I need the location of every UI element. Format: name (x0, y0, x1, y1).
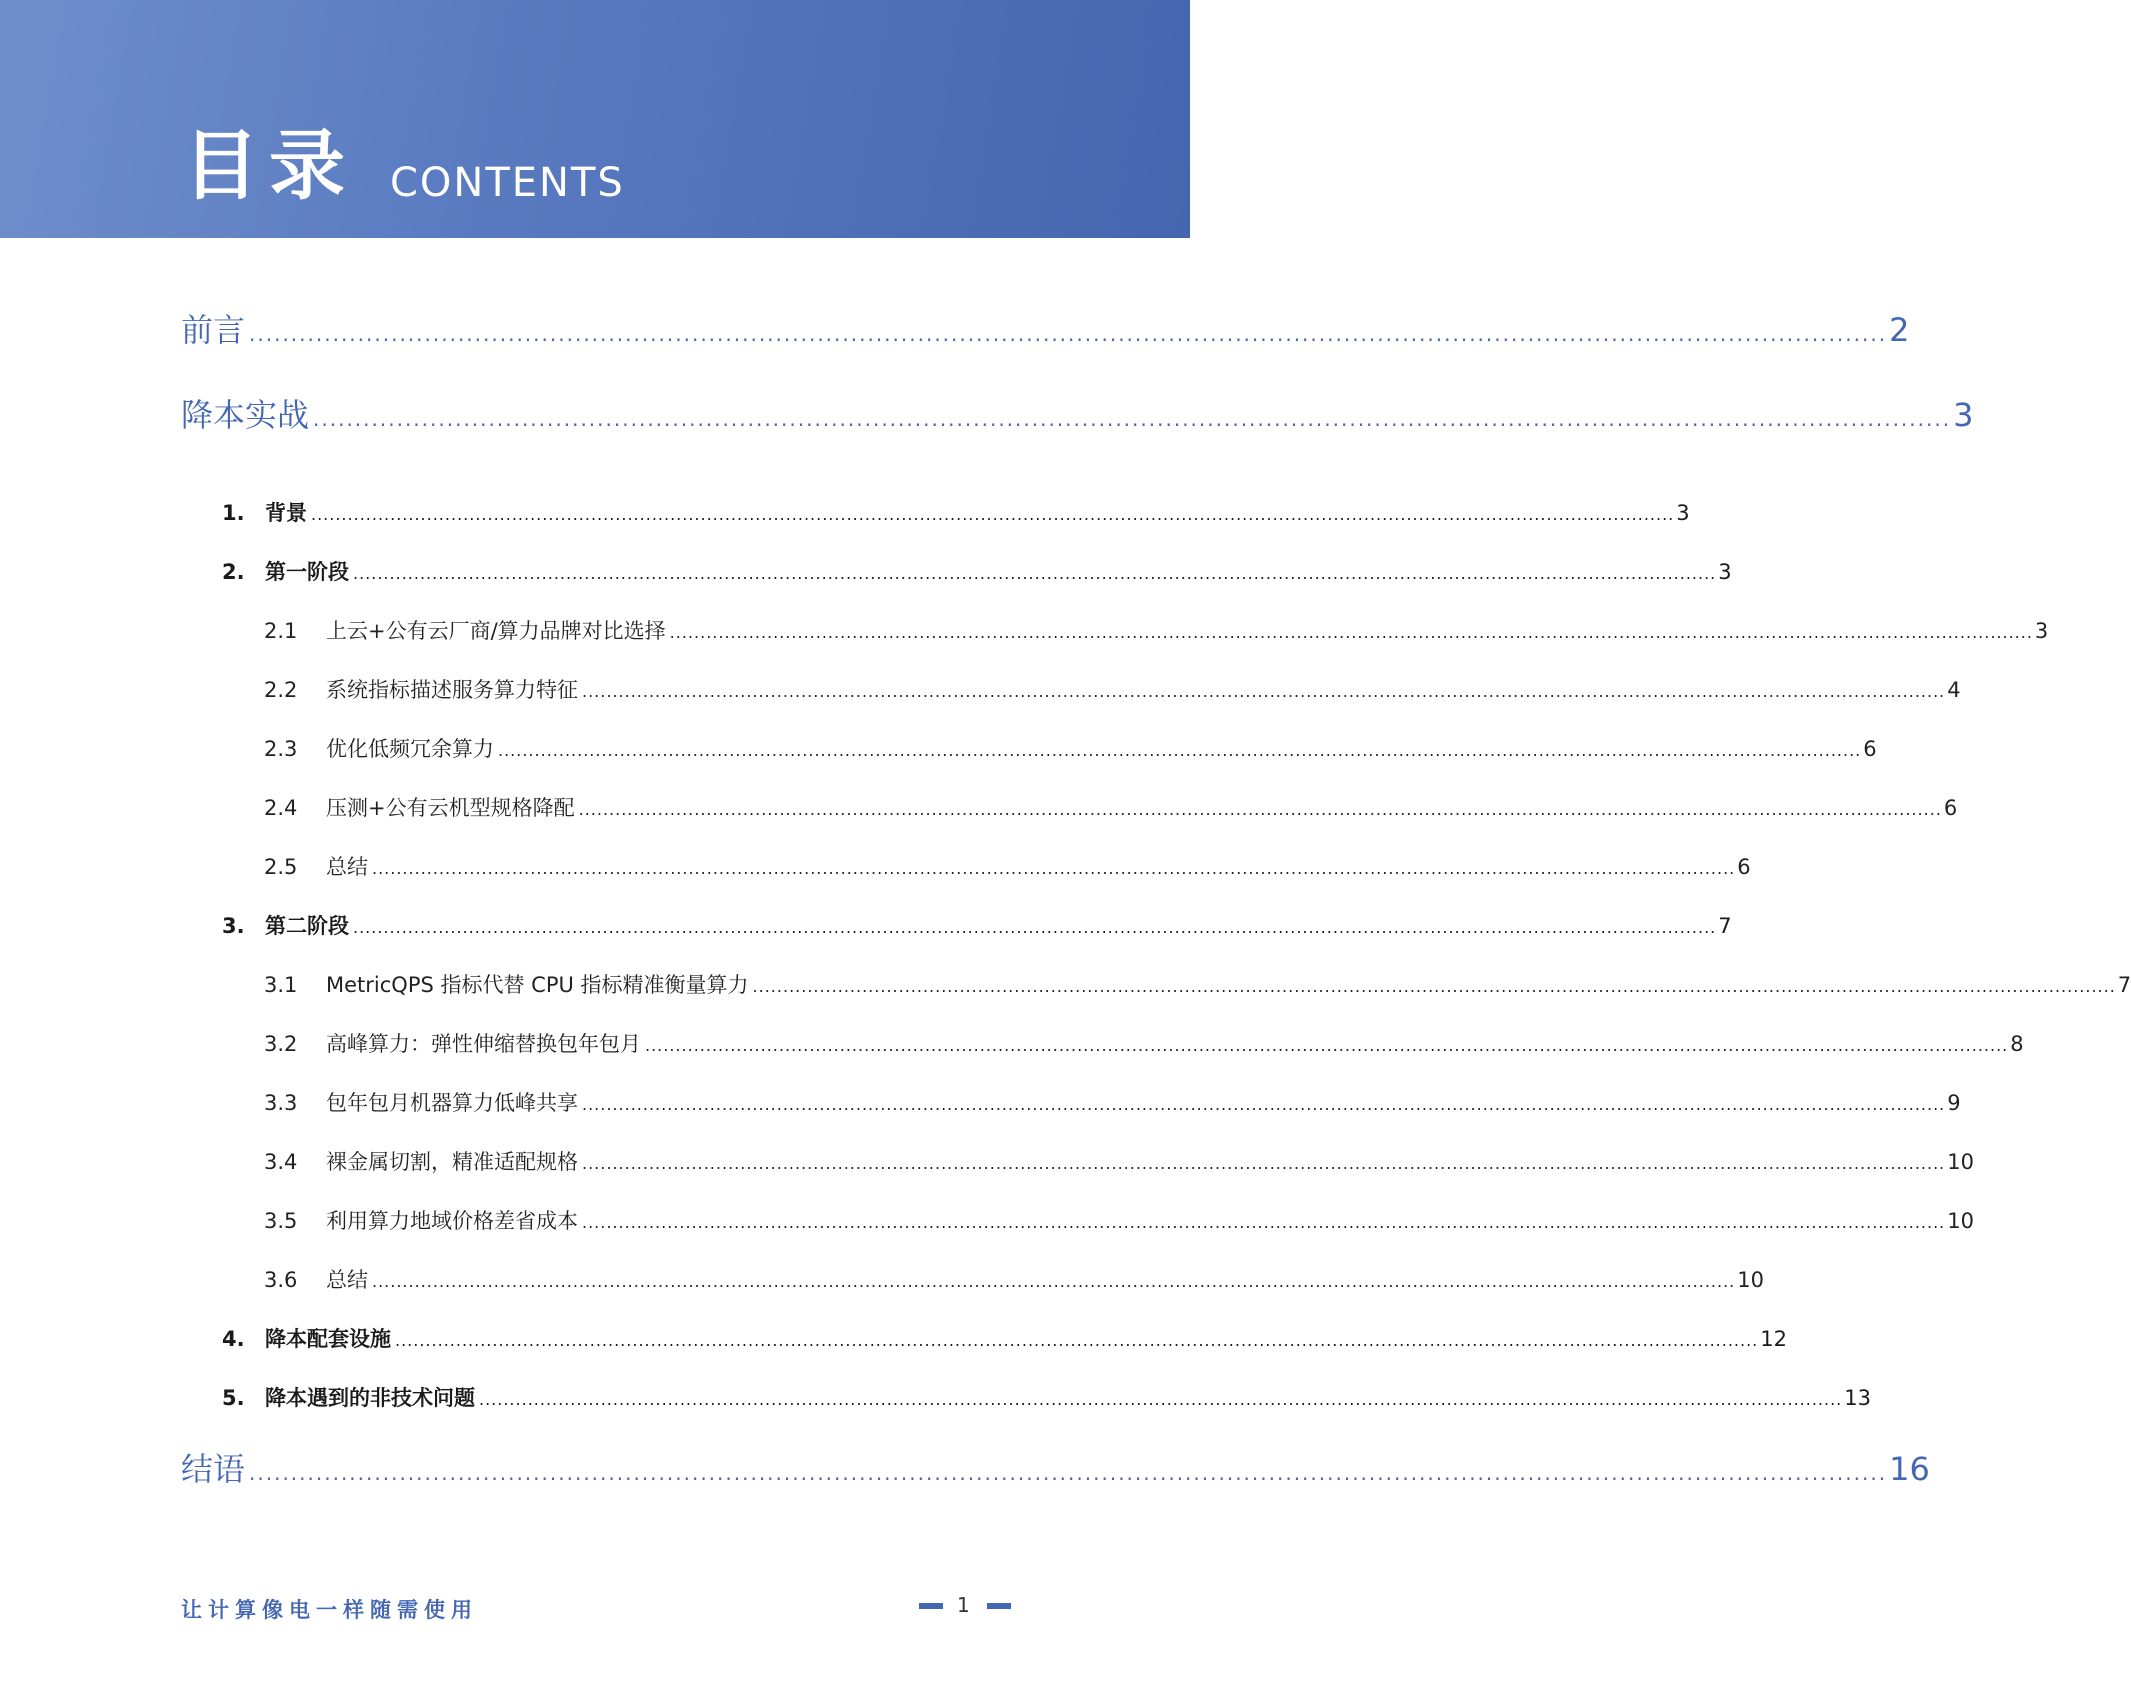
toc-entry-label: 压测+公有云机型规格降配 (326, 796, 575, 820)
toc-entry-label: 结语 (181, 1450, 246, 1488)
toc-entry-3-2[interactable] (264, 1028, 2024, 1058)
footer-page-number: 1 (957, 1593, 970, 1617)
toc-leader-dots: ................................................................................................................................................................................................................................ (578, 800, 1942, 819)
toc-entry-page: 8 (2010, 1032, 2024, 1056)
page-title: 目录 (183, 121, 355, 210)
toc-entry-page: 3 (1718, 560, 1732, 584)
footer-slogan: 让计算像电一样随需使用 (181, 1598, 478, 1622)
toc-entry-page: 10 (1737, 1268, 1764, 1292)
toc-leader-dots: ................................................................................................................................................................................................................................ (353, 918, 1717, 937)
toc-leader-dots: ................................................................................................................................................................................................................................ (582, 1213, 1946, 1232)
toc-entry-2-5[interactable] (264, 851, 1751, 881)
toc-leader-dots: ................................................................................................................................................................................................................................ (372, 859, 1736, 878)
toc-entry-number: 3.5 (264, 1209, 298, 1233)
toc-entry-number: 4. (222, 1327, 245, 1351)
toc-entry-label: 优化低频冗余算力 (326, 737, 494, 761)
page-subtitle: CONTENTS (390, 160, 625, 206)
toc-entry-number: 3.6 (264, 1268, 298, 1292)
toc-leader-dots: ................................................................................................................................................................................................................................ (498, 741, 1862, 760)
toc-entry-page: 16 (1889, 1450, 1930, 1488)
toc-entry-1[interactable] (222, 497, 1690, 527)
toc-entry-label: 第二阶段 (265, 914, 349, 938)
toc-entry-5[interactable] (222, 1382, 1871, 1412)
toc-entry-page: 3 (1953, 396, 1974, 434)
toc-entry-number: 2.2 (264, 678, 298, 702)
toc-entry-label: 总结 (326, 1268, 368, 1292)
toc-leader-dots: ................................................................................................................................................................................................................................ (353, 564, 1717, 583)
toc-entry-preface[interactable] (181, 305, 1910, 351)
toc-entry-3-6[interactable] (264, 1264, 1764, 1294)
toc-entry-number: 3.1 (264, 973, 298, 997)
toc-entry-page: 6 (1737, 855, 1751, 879)
toc-entry-cost-reduction[interactable] (181, 390, 1974, 436)
toc-entry-label: 降本遇到的非技术问题 (265, 1386, 475, 1410)
toc-leader-dots: .................................................................................................................................................................................................... (249, 322, 1888, 346)
footer-bar-right (987, 1603, 1011, 1609)
toc-entry-page: 6 (1943, 796, 1958, 820)
toc-entry-page: 4 (1947, 678, 1961, 702)
toc-entry-number: 1. (222, 501, 245, 525)
toc-entry-number: 3.2 (264, 1032, 298, 1056)
toc-entry-page: 7 (1718, 914, 1732, 938)
footer-bar-left (919, 1603, 943, 1609)
toc-leader-dots: ................................................................................................................................................................................................................................ (479, 1390, 1843, 1409)
toc-entry-page: 3 (2034, 619, 2049, 643)
toc-entry-page: 7 (2117, 973, 2131, 997)
toc-entry-number: 3. (222, 914, 245, 938)
toc-entry-3-3[interactable] (264, 1087, 1961, 1117)
toc-entry-number: 2. (222, 560, 245, 584)
toc-entry-label: 包年包月机器算力低峰共享 (326, 1091, 578, 1115)
toc-entry-label: 总结 (326, 855, 368, 879)
toc-entry-4[interactable] (222, 1323, 1787, 1353)
toc-entry-page: 12 (1760, 1327, 1787, 1351)
toc-entry-2[interactable] (222, 556, 1732, 586)
toc-entry-label: 利用算力地域价格差省成本 (326, 1209, 578, 1233)
toc-entry-label: 裸金属切割，精准适配规格 (326, 1150, 578, 1174)
toc-entry-3-5[interactable] (264, 1205, 1974, 1235)
toc-entry-page: 2 (1889, 311, 1910, 349)
toc-entry-2-2[interactable] (264, 674, 1961, 704)
toc-leader-dots: ................................................................................................................................................................................................................................ (582, 1154, 1946, 1173)
toc-leader-dots: ................................................................................................................................................................................................................................ (395, 1331, 1759, 1350)
toc-leader-dots: ................................................................................................................................................................................................................................ (645, 1036, 2009, 1055)
toc-leader-dots: ................................................................................................................................................................................................................................ (582, 682, 1946, 701)
toc-entry-page: 10 (1947, 1209, 1974, 1233)
toc-entry-label: 第一阶段 (265, 560, 349, 584)
toc-entry-number: 3.3 (264, 1091, 298, 1115)
toc-entry-page: 6 (1863, 737, 1877, 761)
toc-entry-label: 高峰算力：弹性伸缩替换包年包月 (326, 1032, 641, 1056)
toc-entry-label: MetricQPS 指标代替 CPU 指标精准衡量算力 (326, 973, 749, 997)
toc-entry-3-1[interactable] (264, 969, 2131, 999)
toc-leader-dots: .................................................................................................................................................................................................... (313, 407, 1952, 431)
toc-entry-number: 2.1 (264, 619, 298, 643)
toc-entry-page: 10 (1947, 1150, 1974, 1174)
toc-entry-page: 3 (1676, 501, 1690, 525)
toc-entry-conclusion[interactable] (181, 1444, 1930, 1490)
toc-entry-label: 降本实战 (181, 396, 310, 434)
toc-leader-dots: ................................................................................................................................................................................................................................ (669, 623, 2033, 642)
toc-entry-number: 3.4 (264, 1150, 298, 1174)
toc-entry-label: 降本配套设施 (265, 1327, 391, 1351)
toc-entry-2-1[interactable] (264, 615, 2049, 645)
header-banner (0, 0, 1190, 238)
toc-entry-label: 上云+公有云厂商/算力品牌对比选择 (326, 619, 666, 643)
toc-leader-dots: .................................................................................................................................................................................................... (249, 1461, 1888, 1485)
toc-entry-page: 13 (1844, 1386, 1871, 1410)
toc-entry-number: 2.3 (264, 737, 298, 761)
toc-entry-page: 9 (1947, 1091, 1961, 1115)
toc-entry-label: 背景 (265, 501, 307, 525)
toc-entry-label: 前言 (181, 311, 246, 349)
toc-entry-2-4[interactable] (264, 792, 1958, 822)
toc-leader-dots: ................................................................................................................................................................................................................................ (582, 1095, 1946, 1114)
toc-entry-number: 2.4 (264, 796, 298, 820)
toc-leader-dots: ................................................................................................................................................................................................................................ (372, 1272, 1736, 1291)
toc-entry-number: 2.5 (264, 855, 298, 879)
toc-entry-number: 5. (222, 1386, 245, 1410)
toc-entry-2-3[interactable] (264, 733, 1877, 763)
toc-entry-3[interactable] (222, 910, 1732, 940)
toc-entry-3-4[interactable] (264, 1146, 1974, 1176)
toc-entry-label: 系统指标描述服务算力特征 (326, 678, 578, 702)
toc-leader-dots: ................................................................................................................................................................................................................................ (752, 977, 2116, 996)
toc-leader-dots: ................................................................................................................................................................................................................................ (311, 505, 1675, 524)
